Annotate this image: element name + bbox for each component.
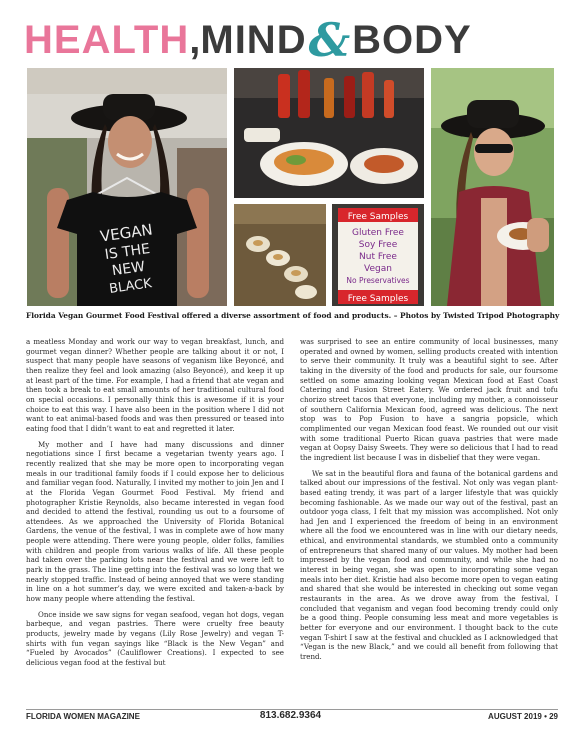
right-paragraph-1: was surprised to see an entire community of local businesses, many operated and owned by women, selling products created with intention to serve their community. It truly was a beautiful sight to see. After taking in the diversity of the food and products for sale, our foursome settled on some amazing looking vegan Mexican food at East Coast Catering and Fusion Street Eatery. We ordered jack fruit and tofu chorizo street tacos that everyone, including my mother, a connoisseur of southern California Mexican food, agreed was delicious. The next stop was to Pop Fusion to have a sangria popsicle, which complimented our vegan Mexican food feast. We rounded out our visit with some traditional Puerto Rican guava pastries that were made vegan at Oopsy Daisy Sweets. They were so delicious that I had to read the ingredient list because I was in disbelief that they were vegan. — [300, 337, 558, 462]
photo-food-table — [234, 68, 424, 198]
masthead — [24, 14, 564, 66]
photo-pastries — [234, 204, 326, 306]
footer-phone: 813.682.9364 — [259, 710, 322, 721]
sign-line-3: Soy Free — [358, 240, 398, 250]
photo-woman-plate — [431, 68, 554, 306]
sign-line-2: Gluten Free — [352, 228, 404, 238]
shirt-line-1: VEGAN — [98, 220, 154, 246]
masthead-ampersand: & — [308, 13, 351, 67]
sign-line-5: Vegan — [364, 264, 392, 274]
photo-caption: Florida Vegan Gourmet Food Festival offered a diverse assortment of food and products. – Photos by Twisted Tripod Photography — [26, 311, 560, 320]
masthead-mind: MIND — [200, 17, 307, 62]
article-left-column — [26, 337, 284, 674]
footer-issue-page: AUGUST 2019 • 29 — [488, 712, 558, 721]
footer-magazine-name: FLORIDA WOMEN MAGAZINE — [26, 712, 140, 721]
shirt-line-4: BLACK — [108, 276, 153, 297]
masthead-body: BODY — [352, 17, 472, 62]
left-paragraph-1: a meatless Monday and work our way to vegan breakfast, lunch, and gourmet vegan dinner? Whether people are talking about it or not, I suspect that many people have seasons of veganism like Beyoncé, and then realize they feel and look amazing (also Beyoncé), and keep it up at least part of the time. For example, I had a friend that ate vegan and then took a break to eat small amounts of her traditional cultural food on special occasions. I personally think this is awesome if it is your choice to eat this way. I have also been in the position where I did not want to eat animal-based foods and was then pressured or teased into eating food that I didn’t want to eat and regretted it later. — [26, 337, 284, 433]
sign-line-6: No Preservatives — [346, 276, 410, 285]
article-right-column — [300, 337, 558, 668]
sign-line-1: Free Samples — [347, 212, 409, 222]
masthead-comma: , — [189, 17, 201, 62]
photo-free-samples-sign — [332, 204, 424, 306]
shirt-line-3: NEW — [110, 258, 146, 280]
masthead-health: HEALTH — [24, 17, 190, 62]
sign-line-7: Free Samples — [347, 294, 409, 304]
photo-vegan-shirt — [27, 68, 227, 306]
sign-line-4: Nut Free — [359, 252, 397, 262]
right-paragraph-2: We sat in the beautiful flora and fauna of the botanical gardens and talked about our impressions of the festival. Not only was vegan plant-based eating trendy, it was part of a larger lifestyle that was quickly becoming fashionable. As we made our way out of the festival, past an outdoor yoga class, I felt that my mission was accomplished. Not only had Jen and I experienced the freedom of being in an environment where all the food we encountered was in line with our dietary needs, ethical, and environmental standards, we stumbled onto a community of entrepreneurs that shared many of our values. My mother had been impressed by the vegan food and community, and while she had no interest in being vegan, she was open to incorporating some vegan meals into her diet. Kristie had also become more open to vegan eating and shared that she would be interested in checking out some vegan restaurants in the area. As we drove away from the festival, I concluded that veganism and vegan food becoming trendy could only be a good thing. People consuming less meat and more vegetables is better for everyone and our environment. I thought back to the cute vegan T-shirt I saw at the festival and chuckled as I acknowledged that “Vegan is the new Black,” and we could all benefit from following that trend. — [300, 468, 558, 661]
left-paragraph-2: My mother and I have had many discussions and dinner negotiations since I first became a vegetarian twenty years ago. I recently realized that she may be more open to incorporating vegan meals in our traditional family foods if I could expose her to delicious and familiar vegan food. Naturally, I invited my mother to join Jen and I at the Florida Vegan Gourmet Food Festival. My friend and photographer Kristie Reynolds, also became interested in vegan food and decided to attend the festival, rounding us out to a foursome of attendees. As we approached the University of Florida Botanical Gardens, the venue of the festival, I was in complete awe of how many people were attending. There were young people, older folks, families with children and people from various walks of life. All these people had taken over the parking lots near the festival and we were left to park in the grass. The line getting into the festival was so long that we nearly stopped traffic. Instead of being annoyed that we were standing in line on a hot summer’s day, we were excited and taken-a-back by how many people where attending the festival. — [26, 439, 284, 604]
left-paragraph-3: Once inside we saw signs for vegan seafood, vegan hot dogs, vegan barbeque, and vegan pastries. There were cruelty free beauty products, jewelry made by vegans (Lily Rose Jewelry) and vegan T-shirts with fun vegan sayings like “Black is the New Vegan” and “Fueled by Avocados” (Cauliflower Creations). I expected to see delicious vegan food at the festival but — [26, 609, 284, 667]
shirt-line-2: IS THE — [103, 240, 152, 264]
